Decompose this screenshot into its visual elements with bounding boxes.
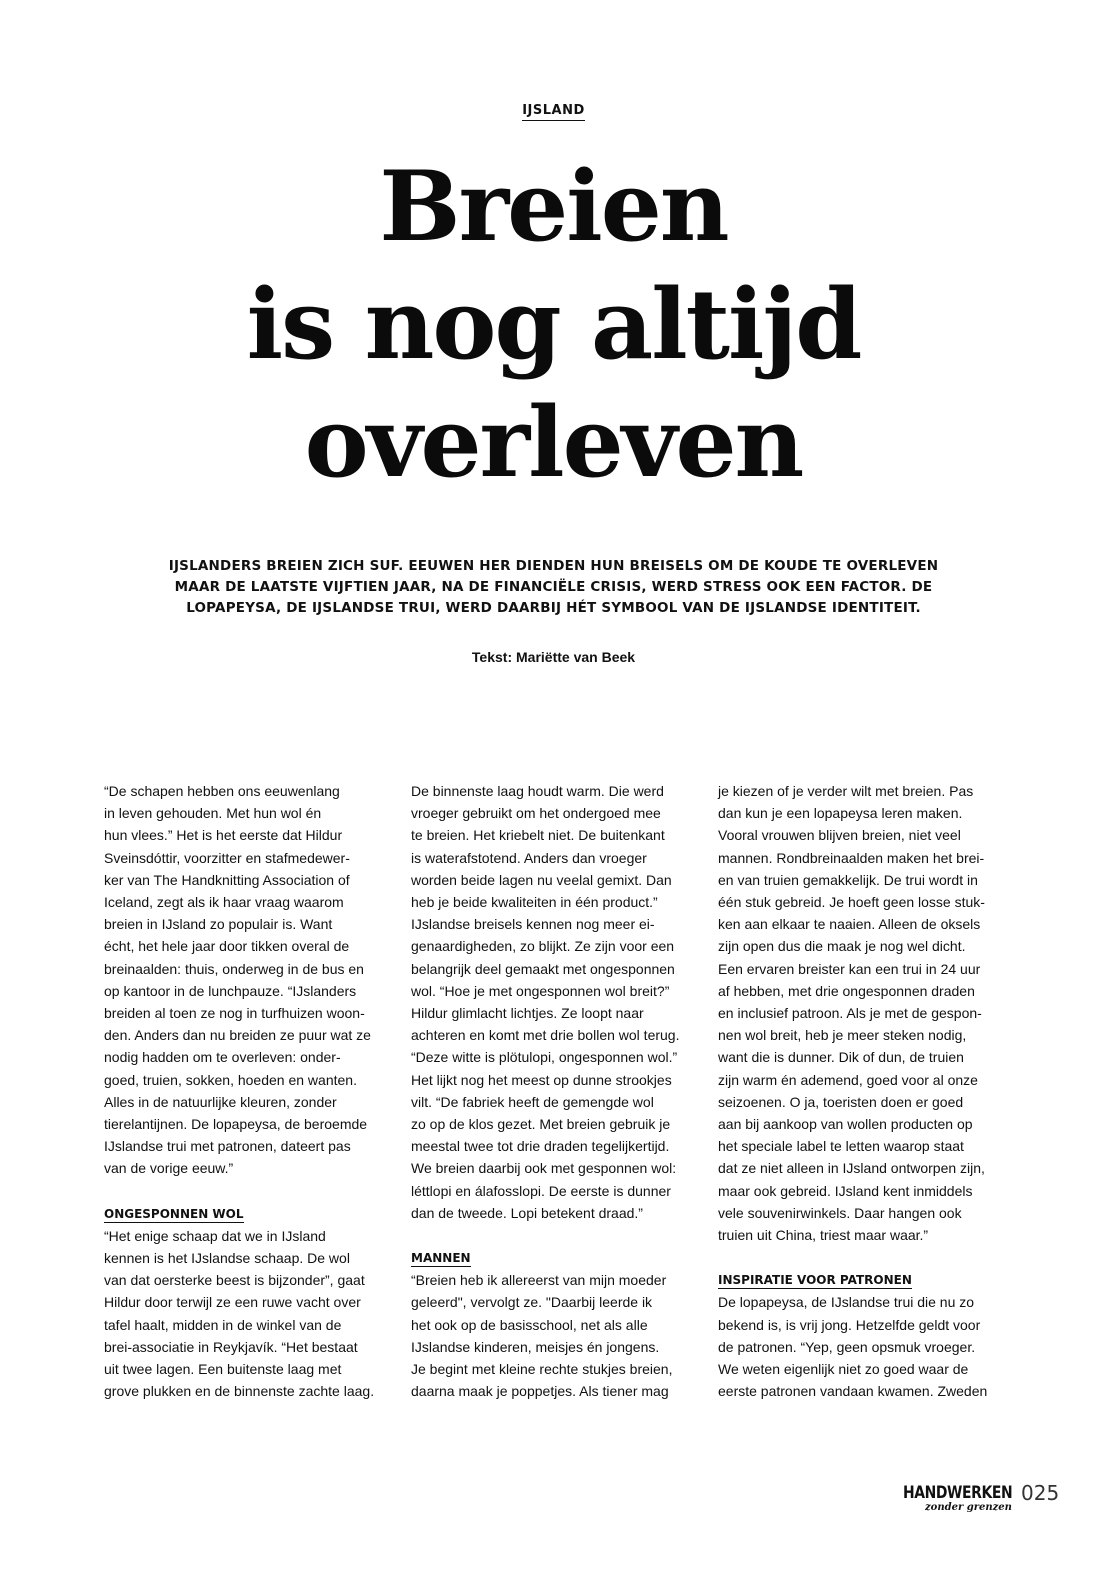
body-line: IJslandse kinderen, meisjes én jongens. bbox=[411, 1338, 660, 1355]
body-line: van dat oersterke beest is bijzonder”, gaat bbox=[104, 1272, 365, 1289]
body-line: dan de tweede. Lopi betekent draad.” bbox=[411, 1204, 643, 1221]
body-line: Sveinsdóttir, voorzitter en stafmedewer- bbox=[104, 849, 350, 866]
article-column-3 bbox=[718, 780, 1000, 1402]
body-line: breinaalden: thuis, onderweg in de bus en bbox=[104, 960, 364, 977]
body-line: ken aan elkaar te naaien. Alleen de oksels bbox=[718, 916, 981, 933]
byline: Tekst: Mariëtte van Beek bbox=[471, 649, 636, 665]
body-line: in leven gehouden. Met hun wol én bbox=[104, 805, 322, 822]
body-line: brei-associatie in Reykjavík. “Het bestaat bbox=[104, 1338, 358, 1355]
section-subheading bbox=[104, 1202, 386, 1225]
body-line: IJslandse breisels kennen nog meer ei- bbox=[411, 916, 655, 933]
body-line: vroeger gebruikt om het ondergoed mee bbox=[411, 805, 661, 822]
body-line: achteren en komt met drie bollen wol terug. bbox=[411, 1027, 680, 1044]
headline-line: overleven bbox=[304, 386, 803, 499]
body-line: tierelantijnen. De lopapeysa, de beroemde bbox=[104, 1116, 368, 1133]
body-line: en van truien gemakkelijk. De trui wordt in bbox=[718, 871, 978, 888]
body-line: dat ze niet alleen in IJsland ontworpen zijn, bbox=[718, 1160, 985, 1177]
article-column-2 bbox=[411, 780, 693, 1402]
body-line: “Breien heb ik allereerst van mijn moeder bbox=[411, 1272, 667, 1289]
body-line: We weten eigenlijk niet zo goed waar de bbox=[718, 1361, 969, 1378]
body-line: te breien. Het kriebelt niet. De buitenkant bbox=[411, 827, 665, 844]
body-line: vilt. “De fabriek heeft de gemengde wol bbox=[411, 1093, 654, 1110]
body-line: want die is dunner. Dik of dun, de truien bbox=[718, 1049, 964, 1066]
body-line: goed, truien, sokken, hoeden en wanten. bbox=[104, 1071, 357, 1088]
section-subheading bbox=[411, 1246, 693, 1269]
body-line: “Deze witte is plötulopi, ongesponnen wol.” bbox=[411, 1049, 678, 1066]
paragraph-gap bbox=[718, 1246, 1000, 1268]
headline-line: is nog altijd bbox=[246, 268, 861, 381]
body-line: tafel haalt, midden in de winkel van de bbox=[104, 1316, 342, 1333]
body-line: het speciale label te letten waarop staat bbox=[718, 1138, 964, 1155]
body-line: De binnenste laag houdt warm. Die werd bbox=[411, 783, 664, 799]
body-line: je kiezen of je verder wilt met breien. Pas bbox=[718, 783, 974, 799]
body-line: aan bij aankoop van wollen producten op bbox=[718, 1116, 973, 1133]
page-footer bbox=[903, 1483, 1063, 1523]
headline bbox=[0, 148, 1107, 502]
body-line: ker van The Handknitting Association of bbox=[104, 871, 350, 888]
body-line: van de vorige eeuw.” bbox=[104, 1160, 234, 1177]
body-line: De lopapeysa, de IJslandse trui die nu zo bbox=[718, 1294, 975, 1311]
subheading-label: MANNEN bbox=[411, 1251, 471, 1266]
body-line: Iceland, zegt als ik haar vraag waarom bbox=[104, 894, 344, 911]
body-line: mannen. Rondbreinaalden maken het brei- bbox=[718, 849, 985, 866]
section-subheading bbox=[718, 1268, 1000, 1291]
body-line: seizoenen. O ja, toeristen doen er goed bbox=[718, 1093, 964, 1110]
body-line: uit twee lagen. Een buitenste laag met bbox=[104, 1361, 342, 1378]
body-line: één stuk gebreid. Je hoeft geen losse stuk- bbox=[718, 894, 985, 911]
body-line: heb je beide kwaliteiten in één product.” bbox=[411, 894, 658, 911]
body-line: zijn warm én ademend, goed voor al onze bbox=[718, 1071, 978, 1088]
body-line: IJslandse trui met patronen, dateert pas bbox=[104, 1138, 351, 1155]
body-line: het ook op de basisschool, net als alle bbox=[411, 1316, 648, 1333]
body-line: de patronen. “Yep, geen opsmuk vroeger. bbox=[718, 1338, 976, 1355]
headline-line: Breien bbox=[379, 150, 728, 263]
article-column-1 bbox=[104, 780, 386, 1402]
intro-line: MAAR DE LAATSTE VIJFTIEN JAAR, NA DE FINANCIËLE CRISIS, WERD STRESS OOK EEN FACTOR. DE bbox=[174, 579, 933, 595]
body-line: breiden al toen ze nog in turfhuizen woon- bbox=[104, 1005, 365, 1022]
intro-paragraph bbox=[150, 556, 957, 619]
body-line: hun vlees.” Het is het eerste dat Hildur bbox=[104, 827, 343, 844]
body-line: Alles in de natuurlijke kleuren, zonder bbox=[104, 1093, 337, 1110]
body-line: af hebben, met drie ongesponnen draden bbox=[718, 982, 975, 999]
body-line: belangrijk deel gemaakt met ongesponnen bbox=[411, 960, 675, 977]
intro-line: LOPAPEYSA, DE IJSLANDSE TRUI, WERD DAARBIJ HÉT SYMBOOL VAN DE IJSLANDSE IDENTITEIT. bbox=[186, 600, 921, 616]
kicker-label: IJSLAND bbox=[522, 103, 585, 121]
body-line: vele souvenirwinkels. Daar hangen ook bbox=[718, 1204, 962, 1221]
page-number: 025 bbox=[1021, 1481, 1060, 1505]
body-line: nen wol breit, heb je meer steken nodig, bbox=[718, 1027, 967, 1044]
body-line: We breien daarbij ook met gesponnen wol: bbox=[411, 1160, 677, 1177]
body-line: grove plukken en de binnenste zachte laag. bbox=[104, 1383, 375, 1400]
body-line: op kantoor in de lunchpauze. “IJslanders bbox=[104, 982, 357, 999]
body-line: léttlopi en álafosslopi. De eerste is dunner bbox=[411, 1182, 671, 1199]
body-line: eerste patronen vandaan kwamen. Zweden bbox=[718, 1383, 988, 1400]
body-line: “Het enige schaap dat we in IJsland bbox=[104, 1227, 326, 1244]
body-line: en inclusief patroon. Als je met de gespon- bbox=[718, 1005, 982, 1022]
body-line: wol. “Hoe je met ongesponnen wol breit?” bbox=[411, 982, 670, 999]
body-line: worden beide lagen nu veelal gemixt. Dan bbox=[411, 871, 672, 888]
body-line: nodig hadden om te overleven: onder- bbox=[104, 1049, 341, 1066]
paragraph-gap bbox=[104, 1180, 386, 1202]
body-line: dan kun je een lopapeysa leren maken. bbox=[718, 805, 963, 822]
body-line: zijn open dus die maak je nog wel dicht. bbox=[718, 938, 966, 955]
subheading-label: INSPIRATIE VOOR PATRONEN bbox=[718, 1273, 912, 1288]
magazine-tagline: zonder grenzen bbox=[925, 1502, 1012, 1513]
body-line: genaardigheden, zo blijkt. Ze zijn voor een bbox=[411, 938, 675, 955]
magazine-logo: HANDWERKEN bbox=[903, 1483, 1013, 1503]
body-line: truien uit China, triest maar waar.” bbox=[718, 1227, 929, 1244]
section-kicker bbox=[0, 101, 1107, 119]
paragraph-gap bbox=[411, 1224, 693, 1246]
subheading-label: ONGESPONNEN WOL bbox=[104, 1206, 244, 1221]
body-line: écht, het hele jaar door tikken overal de bbox=[104, 938, 350, 955]
body-line: Vooral vrouwen blijven breien, niet veel bbox=[718, 827, 961, 844]
body-line: den. Anders dan nu breiden ze puur wat ze bbox=[104, 1027, 371, 1044]
body-line: “De schapen hebben ons eeuwenlang bbox=[104, 783, 340, 799]
body-line: Het lijkt nog het meest op dunne strookjes bbox=[411, 1071, 672, 1088]
body-line: is waterafstotend. Anders dan vroeger bbox=[411, 849, 647, 866]
body-line: bekend is, is vrij jong. Hetzelfde geldt voor bbox=[718, 1316, 981, 1333]
body-line: zo op de klos gezet. Met breien gebruik je bbox=[411, 1116, 671, 1133]
body-line: kennen is het IJslandse schaap. De wol bbox=[104, 1250, 350, 1267]
body-line: maar ook gebreid. IJsland kent inmiddels bbox=[718, 1182, 973, 1199]
body-line: meestal twee tot drie draden tegelijkertijd. bbox=[411, 1138, 670, 1155]
body-line: Hildur door terwijl ze een ruwe vacht over bbox=[104, 1294, 361, 1311]
intro-line: IJSLANDERS BREIEN ZICH SUF. EEUWEN HER DIENDEN HUN BREISELS OM DE KOUDE TE OVERLEVEN bbox=[168, 558, 939, 574]
body-line: Hildur glimlacht lichtjes. Ze loopt naar bbox=[411, 1005, 644, 1022]
body-line: geleerd", vervolgt ze. "Daarbij leerde ik bbox=[411, 1294, 653, 1311]
body-line: Een ervaren breister kan een trui in 24 uur bbox=[718, 960, 981, 977]
body-line: Je begint met kleine rechte stukjes breien, bbox=[411, 1361, 673, 1378]
body-line: breien in IJsland zo populair is. Want bbox=[104, 916, 333, 933]
body-line: daarna maak je poppetjes. Als tiener mag bbox=[411, 1383, 669, 1400]
